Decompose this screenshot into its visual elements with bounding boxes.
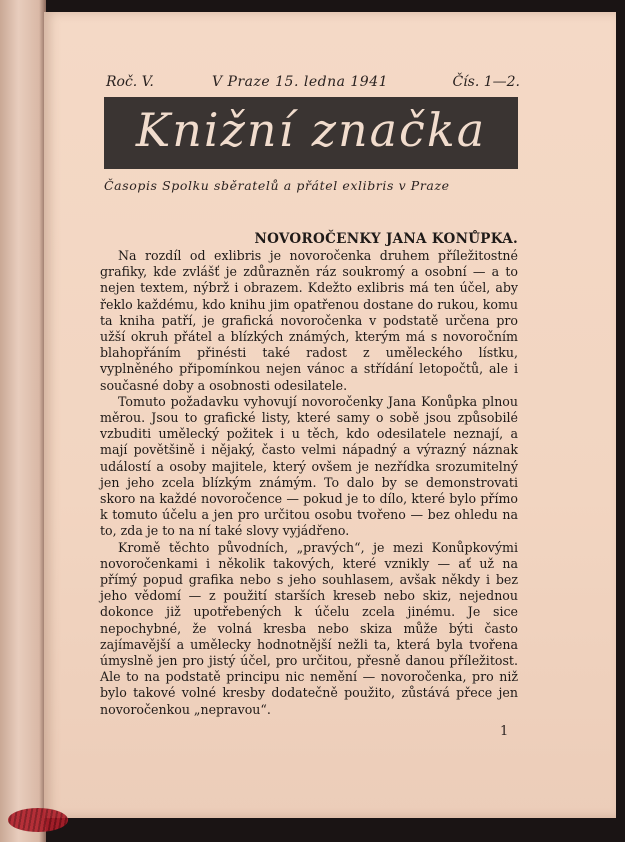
article-title: NOVOROČENKY JANA KONŮPKA. [254,231,518,247]
issue-date: V Praze 15. ledna 1941 [212,74,389,90]
page-number: 1 [500,724,509,739]
bookmark-ribbon [8,808,68,832]
paragraph: Kromě těchto původních, „pravých“, je mezi Konůpkovými novoročenkami i několik takových, které vznikly — ať už na přímý popud grafika nebo s jeho souhlasem, avšak někdy i bez jeho vědomí — z použití starších kreseb nebo skiz, nejednou dokonce již upotřebených k účelu zcela jinému. Je sice nepochybné, že volná kresba nebo skiza může býti často zajímavější a umělecky hodnotnější nežli ta, která byla tvořena úmyslně jen pro jistý účel, pro určitou, přesně danou příležitost. Ale to na podstatě principu nic nemění — novoročenka, pro niž bylo takové volné kresby dodatečně použito, zůstává přece jen novoročenkou „nepravou“. [100,539,518,717]
masthead-banner [104,97,518,169]
book-spine [0,0,46,842]
paragraph: Na rozdíl od exlibris je novoročenka druhem příležitostné grafiky, kde zvlášť je zdůrazněn ráz soukromý a osobní — a to nejen textem, nýbrž i obrazem. Kdežto exlibris má ten účel, aby řeklo každému, kdo knihu jim opatřenou dostane do rukou, komu ta kniha patří, je grafická novoročenka v podstatě určena pro užší okruh přátel a blízkých známých, kterým má s novoročním blahopřáním přinésti také radost z uměleckého lístku, vyplněného připomínkou nejen vánoc a střídání letopočtů, ale i současné doby a osobnosti odesilatele. [100,248,518,393]
masthead-subtitle: Časopis Spolku sběratelů a přátel exlibris v Praze [104,178,450,193]
volume-label: Roč. V. [106,74,154,90]
issue-number: Čís. 1—2. [452,74,520,90]
paragraph: Tomuto požadavku vyhovují novoročenky Jana Konůpka plnou měrou. Jsou to grafické listy, které samy o sobě jsou způsobilé vzbuditi umělecký požitek i u těch, kdo odesilatele neznají, a mají povětšině i nějaký, často velmi nápadný a výrazný náznak událostí a osoby majitele, který ovšem je nezřídka srozumitelný jen jeho zcela blízkým známým. To dalo by se demonstrovati skoro na každé novoročence — pokud je to dílo, které bylo přímo k tomuto účelu a jen pro určitou osobu tvořeno — bez ohledu na to, zda je to na ní také slovy vyjádřeno. [100,393,518,539]
masthead-title: Knižní značka [135,103,487,157]
journal-page [44,12,616,818]
article-body [100,248,518,718]
